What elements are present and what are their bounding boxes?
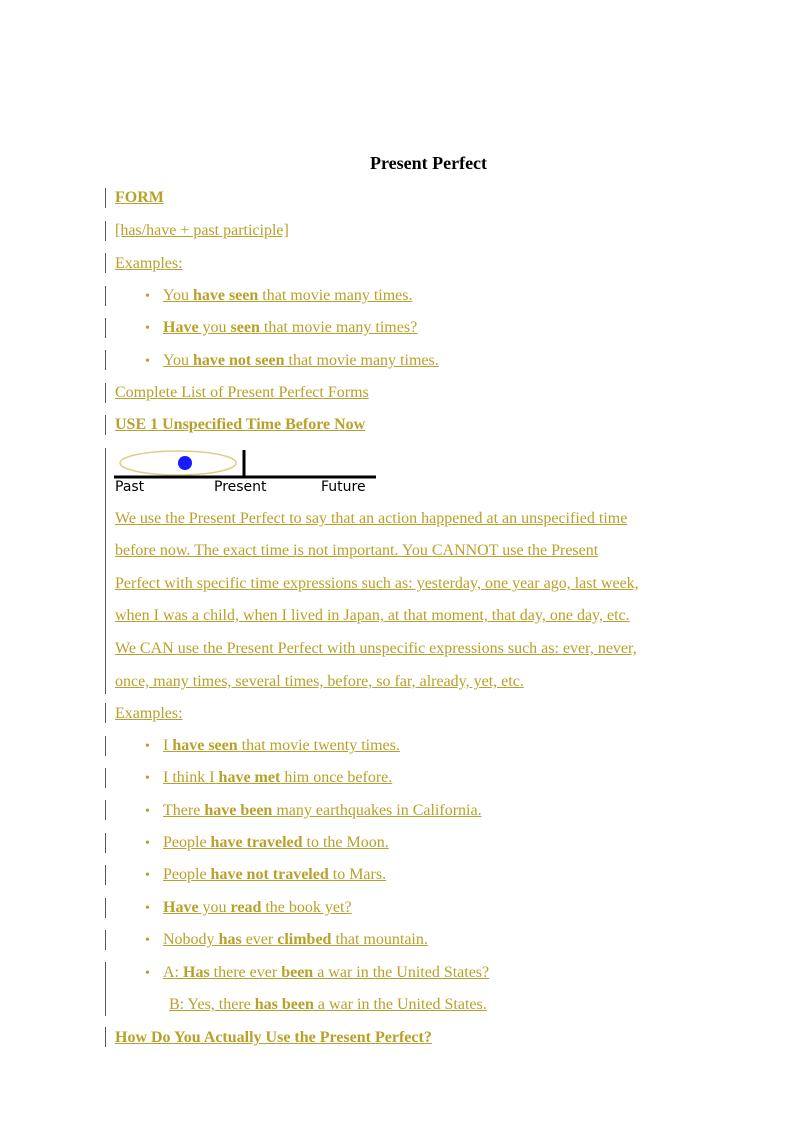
list-item <box>145 864 386 887</box>
text-segment: A: <box>163 964 183 981</box>
change-bar <box>105 865 106 885</box>
bullet-icon: • <box>145 868 150 883</box>
bold-text: Have <box>163 899 199 916</box>
change-bar <box>105 253 106 273</box>
bold-text: climbed <box>277 931 332 948</box>
text-segment: People <box>163 834 211 851</box>
change-bar <box>105 383 106 403</box>
list-item <box>145 962 489 985</box>
text-segment: B: Yes, there <box>169 996 255 1013</box>
bullet-icon: • <box>145 739 150 754</box>
bullet-icon: • <box>145 321 150 336</box>
how-heading[interactable]: How Do You Actually Use the Present Perfect? <box>115 1029 432 1046</box>
text-segment: that movie many times. <box>258 287 413 304</box>
text-segment: the book yet? <box>261 899 352 916</box>
text-segment: there ever <box>209 964 282 981</box>
text-segment: you <box>198 899 231 916</box>
bullet-icon: • <box>145 804 150 819</box>
change-bar <box>105 1027 106 1047</box>
text-segment: many earthquakes in California. <box>272 802 482 819</box>
list-item <box>145 929 428 952</box>
text-segment: You <box>163 352 193 369</box>
change-bar <box>105 736 106 756</box>
list-item <box>145 832 389 855</box>
change-bar <box>105 415 106 435</box>
change-bar <box>105 800 106 820</box>
text-segment: him once before. <box>280 769 393 786</box>
change-bar <box>105 188 106 208</box>
paragraph-line: when I was a child, when I lived in Japan, at that moment, that day, one day, etc. <box>115 607 630 624</box>
paragraph-line: once, many times, several times, before, so far, already, yet, etc. <box>115 673 524 690</box>
examples-label: Examples: <box>115 255 183 272</box>
form-heading[interactable]: FORM <box>115 189 164 206</box>
text-segment: ever <box>241 931 278 948</box>
bullet-icon: • <box>145 771 150 786</box>
bullet-icon: • <box>145 836 150 851</box>
bullet-icon: • <box>145 901 150 916</box>
change-bar <box>105 221 106 241</box>
bold-text: have met <box>218 769 281 786</box>
change-bar <box>105 930 106 950</box>
text-segment: to the Moon. <box>302 834 389 851</box>
list-item <box>145 317 417 340</box>
list-item <box>145 767 392 790</box>
list-item-continuation <box>169 994 487 1016</box>
text-segment: You <box>163 287 193 304</box>
bold-text: has <box>218 931 242 948</box>
list-item <box>145 897 352 920</box>
bold-text: have seen <box>172 737 238 754</box>
bold-text: Has <box>183 964 210 981</box>
text-segment: There <box>163 802 205 819</box>
change-bar <box>105 833 106 853</box>
paragraph-line: Perfect with specific time expressions such as: yesterday, one year ago, last week, <box>115 575 639 592</box>
text-segment: a war in the United States. <box>313 996 487 1013</box>
text-segment: that mountain. <box>331 931 428 948</box>
change-bar <box>105 448 106 694</box>
text-segment: People <box>163 866 211 883</box>
timeline-graphic <box>114 448 376 480</box>
form-formula: [has/have + past participle] <box>115 222 289 239</box>
change-bar <box>105 898 106 918</box>
event-dot <box>178 456 192 470</box>
text-segment: to Mars. <box>328 866 387 883</box>
paragraph-line: We CAN use the Present Perfect with unspecific expressions such as: ever, never, <box>115 640 637 657</box>
bold-text: have traveled <box>210 834 303 851</box>
list-item <box>145 800 482 823</box>
list-item <box>145 735 400 758</box>
timeline-future-label: Future <box>321 479 366 495</box>
paragraph-line: We use the Present Perfect to say that an action happened at an unspecified time <box>115 510 628 527</box>
bullet-icon: • <box>145 289 150 304</box>
list-item <box>145 285 412 308</box>
text-segment: I <box>163 737 173 754</box>
text-segment: that movie many times? <box>259 319 418 336</box>
text-segment: you <box>198 319 231 336</box>
change-bar <box>105 703 106 723</box>
paragraph-line: before now. The exact time is not important. You CANNOT use the Present <box>115 542 599 559</box>
bold-text: read <box>230 899 262 916</box>
change-bar <box>105 962 106 1016</box>
page-title: Present Perfect <box>369 153 488 173</box>
forms-list-link[interactable]: Complete List of Present Perfect Forms <box>115 384 369 401</box>
bold-text: have not seen <box>192 352 285 369</box>
examples-label: Examples: <box>115 705 183 722</box>
bullet-icon: • <box>145 933 150 948</box>
bold-text: Have <box>163 319 199 336</box>
bold-text: been <box>281 964 314 981</box>
bullet-icon: • <box>145 354 150 369</box>
change-bar <box>105 768 106 788</box>
bullet-icon: • <box>145 966 150 981</box>
text-segment: a war in the United States? <box>313 964 490 981</box>
text-segment: that movie many times. <box>284 352 439 369</box>
text-segment: Nobody <box>163 931 219 948</box>
timeline-present-label: Present <box>214 479 267 495</box>
bold-text: have seen <box>192 287 259 304</box>
change-bar <box>105 318 106 338</box>
list-item <box>145 350 439 373</box>
bold-text: have been <box>204 802 273 819</box>
use1-heading[interactable]: USE 1 Unspecified Time Before Now <box>115 416 366 433</box>
bold-text: seen <box>230 319 260 336</box>
text-segment: I think I <box>163 769 219 786</box>
text-segment: that movie twenty times. <box>237 737 400 754</box>
bold-text: have not traveled <box>210 866 329 883</box>
timeline-diagram <box>114 448 376 498</box>
change-bar <box>105 286 106 306</box>
change-bar <box>105 350 106 370</box>
timeline-past-label: Past <box>115 479 145 495</box>
bold-text: has been <box>254 996 314 1013</box>
